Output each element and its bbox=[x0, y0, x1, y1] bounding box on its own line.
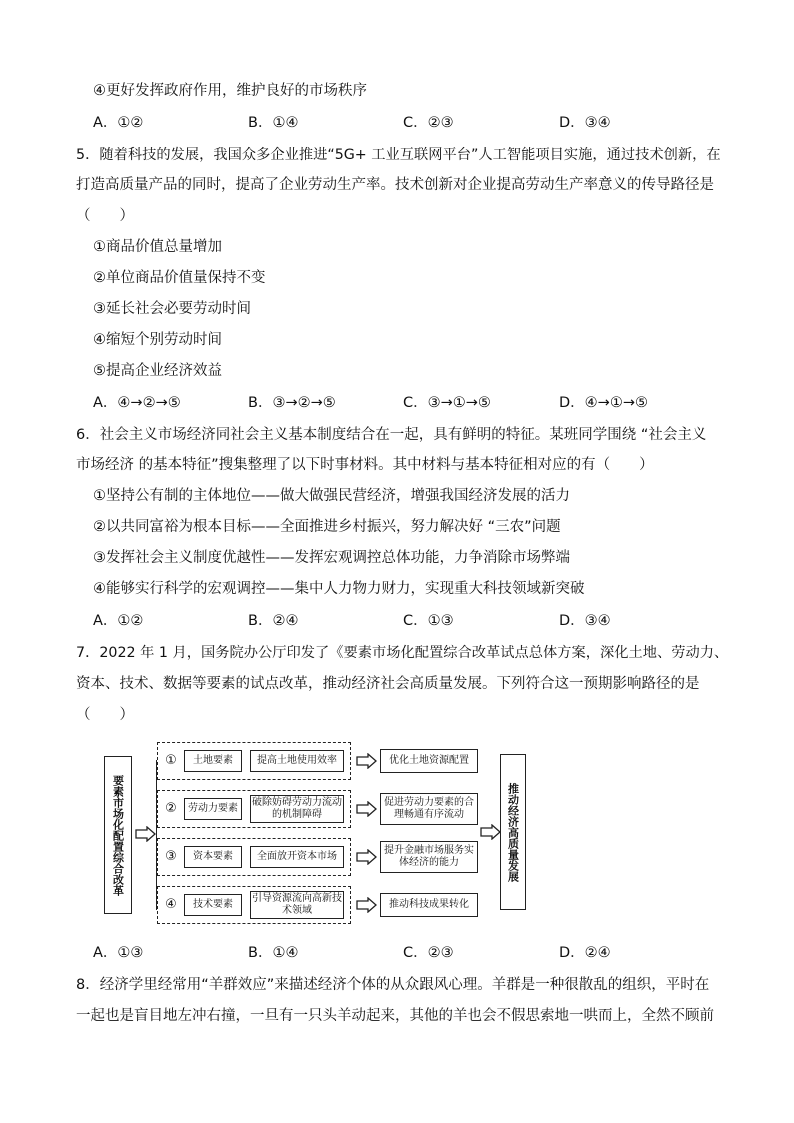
arrow-right-icon bbox=[135, 826, 157, 842]
q6-choice-a: A．①② bbox=[93, 613, 144, 629]
q5-item-2: ②单位商品价值量保持不变 bbox=[93, 270, 266, 286]
diagram-row-4-measure: 引导资源流向高新技术领域 bbox=[250, 891, 344, 919]
arrow-right-icon bbox=[356, 849, 378, 865]
q6-stem-line-2: 市场经济 的基本特征”搜集整理了以下时事材料。其中材料与基本特征相对应的有（ ） bbox=[76, 457, 654, 473]
q7-stem-line-1: 7．2022 年 1 月，国务院办公厅印发了《要素市场化配置综合改革试点总体方案，深化土地、劳动力、 bbox=[76, 645, 729, 661]
q7-answer-blank: （ ） bbox=[76, 707, 134, 723]
q6-choice-b: B．②④ bbox=[248, 613, 299, 629]
diagram-row-2-measure: 破除妨碍劳动力流动的机制障碍 bbox=[250, 795, 344, 823]
diagram-row-4-num: ④ bbox=[165, 897, 177, 912]
q5-stem-line-1: 5．随着科技的发展，我国众多企业推进“5G+ 工业互联网平台”人工智能项目实施，通过技术创新，在 bbox=[76, 147, 721, 163]
diagram-row-3-result: 提升金融市场服务实体经济的能力 bbox=[380, 841, 478, 873]
diagram-row-2-num: ② bbox=[165, 801, 177, 816]
q5-item-5: ⑤提高企业经济效益 bbox=[93, 363, 222, 379]
q5-choice-a: A．④→②→⑤ bbox=[93, 395, 181, 411]
q6-choice-c: C．①③ bbox=[403, 613, 454, 629]
q7-choices bbox=[93, 943, 733, 963]
diagram-row-1-factor: 土地要素 bbox=[184, 750, 242, 772]
q4-choice-b: B．①④ bbox=[248, 115, 299, 131]
diagram-left-label: 要素市场化配置综合改革 bbox=[111, 774, 125, 896]
q8-stem-line-2: 一起也是盲目地左冲右撞，一旦有一只头羊动起来，其他的羊也会不假思索地一哄而上，全然不顾前 bbox=[76, 1008, 714, 1024]
q4-choice-d: D．③④ bbox=[559, 115, 611, 131]
diagram-row-2-result: 促进劳动力要素的合理畅通有序流动 bbox=[380, 793, 478, 825]
q6-item-4: ④能够实行科学的宏观调控——集中人力物力财力，实现重大科技领域新突破 bbox=[93, 581, 585, 597]
diagram-row-3-factor: 资本要素 bbox=[184, 846, 242, 868]
q4-choices bbox=[93, 113, 733, 133]
arrow-right-icon bbox=[356, 753, 378, 769]
q4-option-4: ④更好发挥政府作用，维护良好的市场秩序 bbox=[93, 83, 367, 99]
q5-item-1: ①商品价值总量增加 bbox=[93, 239, 222, 255]
q4-choice-a: A．①② bbox=[93, 115, 144, 131]
q5-choice-d: D．④→①→⑤ bbox=[559, 395, 648, 411]
q7-choice-d: D．②④ bbox=[559, 945, 611, 961]
diagram-row-1-measure: 提高土地使用效率 bbox=[250, 750, 344, 772]
q5-choice-b: B．③→②→⑤ bbox=[248, 395, 336, 411]
q7-stem-line-2: 资本、技术、数据等要素的试点改革，推动经济社会高质量发展。下列符合这一预期影响路径的是 bbox=[76, 676, 700, 692]
diagram-row-2-factor: 劳动力要素 bbox=[184, 798, 242, 820]
diagram-row-4-result: 推动科技成果转化 bbox=[380, 893, 478, 917]
diagram-row-1-num: ① bbox=[165, 753, 177, 768]
q5-item-4: ④缩短个别劳动时间 bbox=[93, 332, 222, 348]
q6-item-3: ③发挥社会主义制度优越性——发挥宏观调控总体功能，力争消除市场弊端 bbox=[93, 550, 570, 566]
q5-item-3: ③延长社会必要劳动时间 bbox=[93, 301, 251, 317]
diagram-row-4-factor: 技术要素 bbox=[184, 894, 242, 916]
q5-choice-c: C．③→①→⑤ bbox=[403, 395, 491, 411]
diagram-row-3-num: ③ bbox=[165, 849, 177, 864]
q7-choice-b: B．①④ bbox=[248, 945, 299, 961]
q6-choices bbox=[93, 611, 733, 631]
diagram-right-label: 推动经济高质量发展 bbox=[506, 782, 520, 882]
diagram-row-3-measure: 全面放开资本市场 bbox=[250, 846, 344, 868]
q7-choice-a: A．①③ bbox=[93, 945, 144, 961]
q4-choice-c: C．②③ bbox=[403, 115, 454, 131]
arrow-right-icon bbox=[480, 824, 502, 840]
q7-choice-c: C．②③ bbox=[403, 945, 454, 961]
arrow-right-icon bbox=[356, 801, 378, 817]
q6-item-2: ②以共同富裕为根本目标——全面推进乡村振兴，努力解决好 “三农”问题 bbox=[93, 519, 561, 535]
diagram-right-box bbox=[500, 754, 526, 910]
q5-answer-blank: （ ） bbox=[76, 208, 134, 224]
q5-choices bbox=[93, 393, 733, 413]
q8-stem-line-1: 8．经济学里经常用“羊群效应”来描述经济个体的从众跟风心理。羊群是一种很散乱的组织，平时在 bbox=[76, 977, 710, 993]
q5-stem-line-2: 打造高质量产品的同时，提高了企业劳动生产率。技术创新对企业提高劳动生产率意义的传导路径是 bbox=[76, 177, 714, 193]
arrow-right-icon bbox=[356, 897, 378, 913]
diagram-row-1-result: 优化土地资源配置 bbox=[380, 749, 478, 773]
q6-choice-d: D．③④ bbox=[559, 613, 611, 629]
q7-flow-diagram bbox=[104, 740, 524, 928]
diagram-left-box bbox=[104, 756, 132, 914]
q6-stem-line-1: 6．社会主义市场经济同社会主义基本制度结合在一起，具有鲜明的特征。某班同学围绕 “社会主义 bbox=[76, 427, 707, 443]
q6-item-1: ①坚持公有制的主体地位——做大做强民营经济，增强我国经济发展的活力 bbox=[93, 488, 570, 504]
